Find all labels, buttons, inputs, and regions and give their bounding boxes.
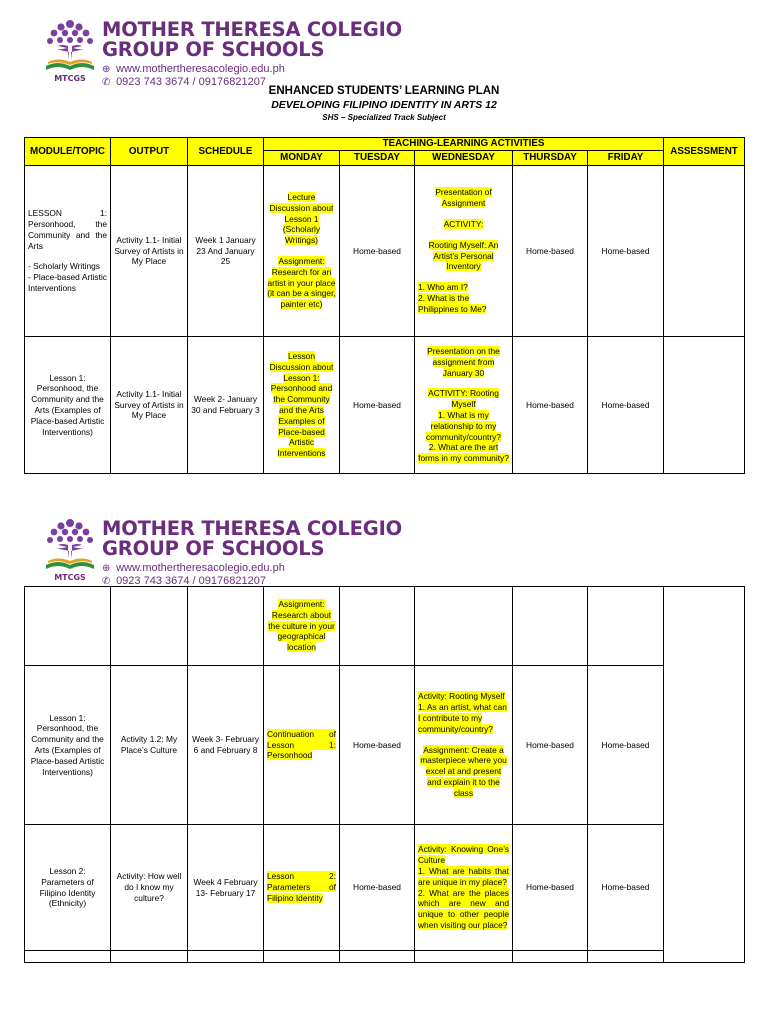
globe-icon: ⊕ [102,563,111,574]
website-link[interactable]: www.mothertheresacolegio.edu.ph [116,63,285,75]
module-lesson: LESSON 1: Personhood, the Community and the Arts [28,208,107,251]
monday-cell [264,587,340,666]
schedule-cell [188,587,264,666]
wednesday-cell [415,337,513,474]
module-subtopic: - Place-based Artistic Interventions [28,272,107,293]
monday-assignment: Assignment: Research about the culture in your geographical location [268,599,335,653]
header-assessment: ASSESSMENT [664,138,745,166]
phone-numbers: 0923 743 3674 / 09176821207 [116,76,266,88]
website-line [102,562,285,575]
friday-cell [588,587,664,666]
phone-icon: ✆ [102,576,111,587]
header-output: OUTPUT [111,138,188,166]
tuesday-cell: Home-based [340,825,415,951]
thursday-cell [513,951,588,963]
monday-cell [264,166,340,337]
website-link[interactable]: www.mothertheresacolegio.edu.ph [116,562,285,574]
wednesday-assignment: Assignment: Create a masterpiece where you excel at and present and explain it to the class [420,744,507,798]
output-cell [111,587,188,666]
module-cell [25,166,111,337]
learning-plan-table-page1 [24,137,745,474]
school-header [40,515,403,587]
learning-plan-table-page2 [24,586,745,963]
org-name-line1: MOTHER THERESA COLEGIO [102,517,403,540]
wednesday-cell [415,666,513,825]
table-row [25,666,745,825]
module-cell: Lesson 2: Parameters of Filipino Identity (Ethnicity) [25,825,111,951]
org-name-line1: MOTHER THERESA COLEGIO [102,18,403,41]
wednesday-question: 1. What is my relationship to my community/country? [426,410,501,442]
thursday-cell: Home-based [513,666,588,825]
module-subtopic: - Scholarly Writings [28,261,100,272]
wednesday-cell [415,951,513,963]
thursday-cell: Home-based [513,825,588,951]
document-subject: SHS – Specialized Track Subject [322,113,446,122]
phone-numbers: 0923 743 3674 / 09176821207 [116,575,266,587]
output-cell [111,951,188,963]
output-cell: Activity: How well do I know my culture? [111,825,188,951]
output-cell: Activity 1.1- Initial Survey of Artists in My Place [111,166,188,337]
phone-icon: ✆ [102,77,111,88]
document-subtitle: DEVELOPING FILIPINO IDENTITY IN ARTS 12 [271,99,497,111]
monday-cell [264,825,340,951]
monday-cell [264,666,340,825]
wednesday-question: 1. As an artist, what can I contribute to my community/country? [418,702,507,734]
table-row [25,337,745,474]
wednesday-item: ACTIVITY: Rooting Myself [428,388,499,410]
tuesday-cell [340,587,415,666]
monday-assignment: Assignment: Research for an artist in your place (it can be a singer, painter etc) [267,256,336,310]
thursday-cell: Home-based [513,337,588,474]
schedule-cell [188,951,264,963]
wednesday-question: 2. What are the art forms in my community? [418,442,509,464]
monday-activity: Lecture Discussion about Lesson 1 (Scholarly Writings) [269,192,334,246]
thursday-cell [513,587,588,666]
tuesday-cell: Home-based [340,166,415,337]
module-cell: Lesson 1: Personhood, the Community and the Arts (Examples of Place-based Artistic Interventions) [25,666,111,825]
assessment-cell [664,166,745,337]
header-schedule: SCHEDULE [188,138,264,166]
header-module: MODULE/TOPIC [25,138,111,166]
table-row [25,587,745,666]
table-row [25,166,745,337]
assessment-cell [664,337,745,474]
friday-cell: Home-based [588,337,664,474]
wednesday-item: Rooting Myself: An Artist’s Personal Inventory [428,239,499,272]
wednesday-item: Activity: Rooting Myself [418,691,505,702]
document-titles [0,84,768,124]
wednesday-question: 1. Who am I? [418,282,468,293]
header-monday: MONDAY [264,151,340,166]
school-logo-icon [40,515,100,583]
wednesday-question: 2. What is the Philippines to Me? [418,292,487,314]
website-line [102,63,285,76]
org-name-line2: GROUP OF SCHOOLS [102,38,325,61]
schedule-cell: Week 4 February 13- February 17 [188,825,264,951]
wednesday-item: Presentation of Assignment [435,187,492,209]
wednesday-cell [415,587,513,666]
header-thursday: THURSDAY [513,151,588,166]
wednesday-cell [415,825,513,951]
wednesday-item: Activity: Knowing One’s Culture [418,844,509,866]
monday-activity: Continuation of Lesson 1: Personhood [267,728,336,761]
output-cell: Activity 1.1- Initial Survey of Artists in My Place [111,337,188,474]
monday-cell [264,951,340,963]
school-logo-icon [40,16,100,84]
friday-cell: Home-based [588,166,664,337]
friday-cell: Home-based [588,666,664,825]
table-row [25,951,745,963]
table-row [25,825,745,951]
wednesday-question: 2. What are the places which are new and unique to other people when visiting our place? [418,887,509,930]
wednesday-item: Presentation on the assignment from January 30 [427,346,500,378]
header-activities: TEACHING-LEARNING ACTIVITIES [264,138,664,151]
schedule-cell: Week 1 January 23 And January 25 [188,166,264,337]
header-wednesday: WEDNESDAY [415,151,513,166]
school-header [40,16,403,88]
output-cell: Activity 1.2: My Place’s Culture [111,666,188,825]
document-title: ENHANCED STUDENTS’ LEARNING PLAN [268,85,500,97]
tuesday-cell: Home-based [340,337,415,474]
tuesday-cell [340,951,415,963]
thursday-cell: Home-based [513,166,588,337]
friday-cell [588,951,664,963]
wednesday-cell [415,166,513,337]
schedule-cell: Week 3- February 6 and February 8 [188,666,264,825]
header-friday: FRIDAY [588,151,664,166]
wednesday-item: ACTIVITY: [443,219,484,229]
org-name-line2: GROUP OF SCHOOLS [102,537,325,560]
schedule-cell: Week 2- January 30 and February 3 [188,337,264,474]
header-tuesday: TUESDAY [340,151,415,166]
monday-cell [264,337,340,474]
module-cell: Lesson 1: Personhood, the Community and the Arts (Examples of Place-based Artistic Interventions) [25,337,111,474]
logo-text: MTCGS [54,74,86,83]
friday-cell: Home-based [588,825,664,951]
logo-text: MTCGS [54,573,86,582]
globe-icon: ⊕ [102,64,111,75]
assessment-cell [664,587,745,963]
module-cell [25,951,111,963]
monday-activity: Lesson 2: Parameters of Filipino Identity [267,871,336,903]
wednesday-question: 1. What are habits that are unique in my place? [418,865,509,887]
tuesday-cell: Home-based [340,666,415,825]
module-cell [25,587,111,666]
monday-activity: Lesson Discussion about Lesson 1: Personhood and the Community and the Arts Examples of Place-based Artistic Interventions [269,351,334,459]
